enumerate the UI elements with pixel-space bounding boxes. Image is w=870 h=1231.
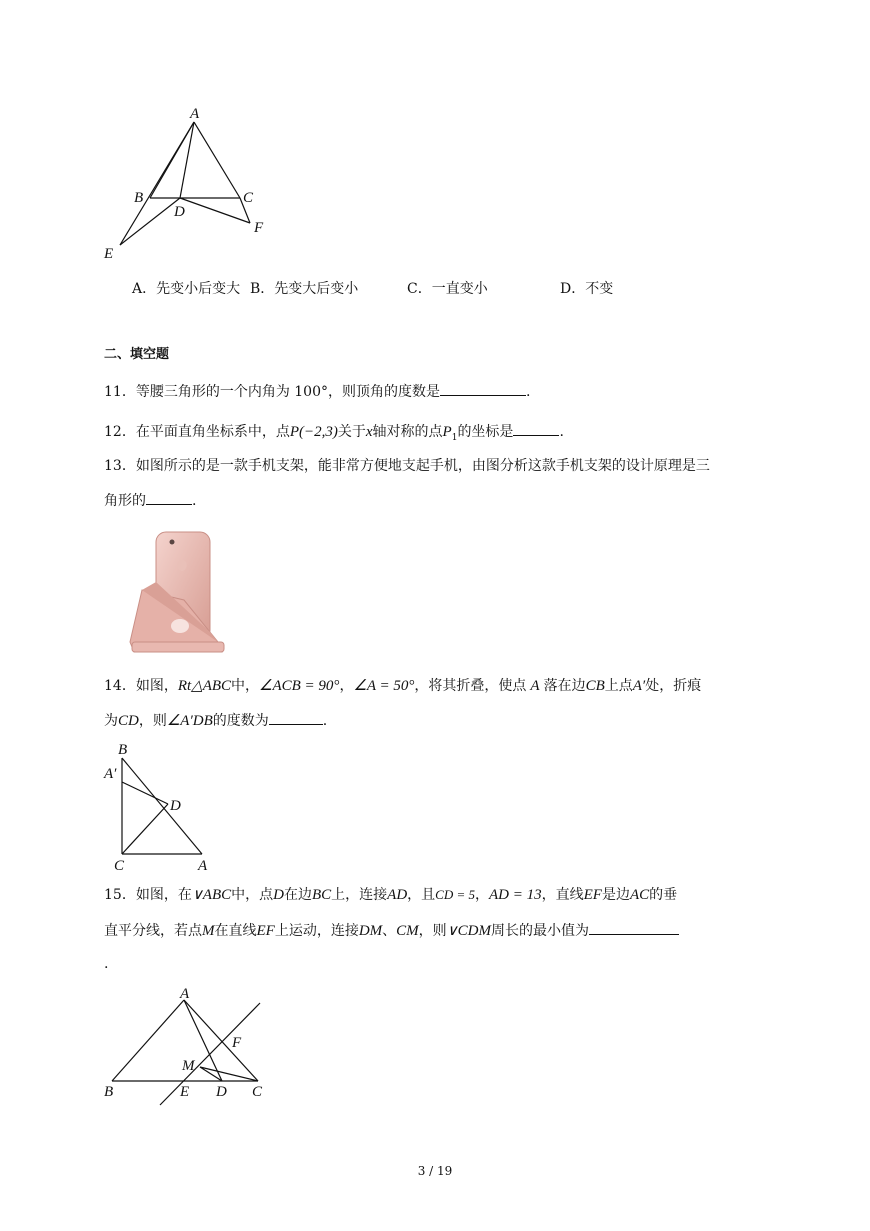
phone-stand-image — [126, 530, 238, 656]
label-C: C — [243, 190, 254, 206]
label-F: F — [232, 1035, 242, 1051]
answer-blank[interactable] — [269, 710, 323, 725]
label-A: A — [180, 986, 190, 1002]
page-number: 3 / 19 — [417, 1164, 453, 1178]
label-D: D — [174, 204, 185, 220]
answer-blank[interactable] — [146, 490, 192, 505]
question-14: 14．如图，Rt△ABC中，∠ACB = 90°，∠A = 50°，将其折叠，使点 A 落在边CB上点A′处，折痕 — [104, 678, 702, 694]
label-M: M — [182, 1058, 195, 1074]
option-c[interactable]: C．一直变小 — [407, 281, 488, 297]
camera-icon — [170, 540, 175, 545]
label-A: A — [190, 106, 200, 122]
question-11: 11．等腰三角形的一个内角为 100°，则顶角的度数是 . — [104, 381, 530, 402]
label-E: E — [180, 1084, 190, 1100]
answer-blank[interactable] — [513, 421, 559, 436]
question-12: 12．在平面直角坐标系中，点P(−2,3)关于x轴对称的点$P_1$的坐标是 . — [104, 421, 564, 448]
label-D: D — [216, 1084, 227, 1100]
figure-q15 — [100, 985, 275, 1110]
question-13-cont: 角形的 . — [104, 490, 196, 511]
option-b[interactable]: B．先变大后变小 — [250, 281, 359, 297]
option-d[interactable]: D．不变 — [560, 281, 614, 297]
answer-blank[interactable] — [440, 381, 526, 396]
label-B: B — [134, 190, 144, 206]
label-D: D — [170, 798, 181, 814]
question-14-cont: 为CD，则∠A′DB的度数为 . — [104, 710, 327, 731]
label-F: F — [254, 220, 264, 236]
section-title: 二、填空题 — [104, 347, 170, 362]
question-15-cont: 直平分线，若点M在直线EF上运动，连接DM、CM，则∨CDM周长的最小值为 — [104, 920, 679, 941]
label-A-prime: A′ — [104, 766, 117, 782]
figure-q10 — [100, 100, 280, 265]
label-B: B — [104, 1084, 114, 1100]
option-a[interactable]: A．先变小后变大 — [132, 281, 241, 297]
label-B: B — [118, 742, 128, 758]
question-15: 15．如图，在∨ABC中，点D在边BC上，连接AD，且CD = 5，AD = 13，直线EF是边AC的垂 — [104, 887, 678, 903]
label-C: C — [252, 1084, 263, 1100]
question-15-end: . — [104, 956, 109, 972]
label-C: C — [114, 858, 125, 874]
figure-q14 — [100, 740, 220, 880]
label-E: E — [104, 246, 114, 262]
answer-blank[interactable] — [589, 920, 679, 935]
question-13: 13．如图所示的是一款手机支架，能非常方便地支起手机，由图分析这款手机支架的设计原理是三 — [104, 458, 710, 474]
label-A: A — [198, 858, 208, 874]
